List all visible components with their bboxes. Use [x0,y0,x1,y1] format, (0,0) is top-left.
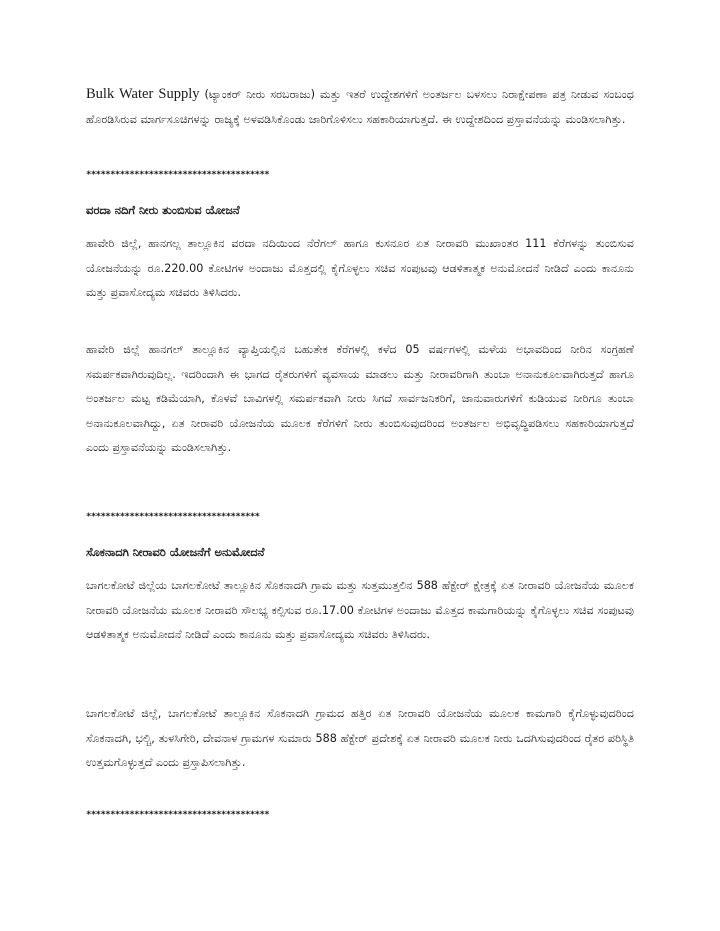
section2-heading: ಸೊಕನಾದಗಿ ನೀರಾವರಿ ಯೋಜನೆಗೆ ಅನುಮೋದನೆ [86,545,265,559]
intro-paragraph [86,82,634,132]
section2-paragraph-1: ಬಾಗಲಕೋಟೆ ಜಿಲ್ಲೆಯ ಬಾಗಲಕೋಟೆ ತಾಲ್ಲೂಕಿನ ಸೊಕನಾದಗಿ ಗ್ರಾಮ ಮತ್ತು ಸುತ್ತಮುತ್ತಲಿನ 588 ಹೆಕ್ಟೇರ್ ಕ್ಷೇತ್ರಕ್ಕೆ ಏತ ನೀರಾವರಿ ಯೋಜನೆಯ ಮೂಲಕ ನೀರಾವರಿ ಯೋಜನೆಯ ಮೂಲಕ ನೀರಾವರಿ ಸೌಲಭ್ಯ ಕಲ್ಪಿಸುವ ರೂ.17.00 ಕೋಟಿಗಳ ಅಂದಾಜು ಮೊತ್ತದ ಕಾಮಗಾರಿಯನ್ನು ಕೈಗೊಳ್ಳಲು ಸಚಿವ ಸಂಪುಟವು ಆಡಳಿತಾತ್ಮಕ ಅನುಮೋದನೆ ನೀಡಿದೆ ಎಂದು ಕಾನೂನು ಮತ್ತು ಪ್ರವಾಸೋದ್ಯಮ ಸಚಿವರು ತಿಳಿಸಿದರು. [86,579,634,641]
section1-heading: ವರದಾ ನದಿಗೆ ನೀರು ತುಂಬಿಸುವ ಯೋಜನೆ [86,203,240,217]
separator-2: ************************************ [86,512,260,522]
section1-paragraph-1: ಹಾವೇರಿ ಜಿಲ್ಲೆ, ಹಾನಗಲ್ಲ ತಾಲ್ಲೂಕಿನ ವರದಾ ನದಿಯಿಂದ ನೆರೆಗಲ್ ಹಾಗೂ ಕುಸನೂರ ಏತ ನೀರಾವರಿ ಮುಖಾಂತರ 111 ಕೆರೆಗಳನ್ನು ತುಂಬಿಸುವ ಯೋಜನೆಯನ್ನು ರೂ.220.00 ಕೋಟಿಗಳ ಅಂದಾಜು ಮೊತ್ತದಲ್ಲಿ ಕೈಗೊಳ್ಳಲು ಸಚಿವ ಸಂಪುಟವು ಆಡಳಿತಾತ್ಮಕ ಅನುಮೋದನೆ ನೀಡಿದೆ ಎಂದು ಕಾನೂನು ಮತ್ತು ಪ್ರವಾಸೋದ್ಯಮ ಸಚಿವರು ತಿಳಿಸಿದರು. [86,237,634,299]
separator-3: ************************************** [86,810,270,820]
section1-paragraph-2: ಹಾವೇರಿ ಜಿಲ್ಲೆ ಹಾನಗಲ್ ತಾಲ್ಲೂಕಿನ ವ್ಯಾಪ್ತಿಯಲ್ಲಿನ ಬಹುತೇಕ ಕೆರೆಗಳಲ್ಲಿ ಕಳೆದ 05 ವರ್ಷಗಳಲ್ಲಿ ಮಳೆಯ ಅಭಾವದಿಂದ ನೀರಿನ ಸಂಗ್ರಹಣೆ ಸಮರ್ಪಕವಾಗಿರುವುದಿಲ್ಲ. ಇದರಿಂದಾಗಿ ಈ ಭಾಗದ ರೈತರುಗಳಿಗೆ ವ್ಯವಸಾಯ ಮಾಡಲು ಮತ್ತು ನೀರಾವರಿಗಾಗಿ ತುಂಬಾ ಅನಾನುಕೂಲವಾಗಿರುತ್ತದೆ ಹಾಗೂ ಅಂತರ್ಜಲ ಮಟ್ಟ ಕಡಿಮೆಯಾಗಿ, ಕೊಳವೆ ಬಾವಿಗಳಲ್ಲಿ ಸಮರ್ಪಕವಾಗಿ ನೀರು ಸಿಗದೆ ಸಾರ್ವಜನಿಕರಿಗೆ, ಜಾನುವಾರುಗಳಿಗೆ ಕುಡಿಯುವ ನೀರಿಗೂ ತುಂಬಾ ಅನಾನುಕೂಲವಾಗಿದ್ದು, ಏತ ನೀರಾವರಿ ಯೋಜನೆಯ ಮೂಲಕ ಕೆರೆಗಳಿಗೆ ನೀರು ತುಂಬಿಸುವುದರಿಂದ ಅಂತರ್ಜಲ ಅಭಿವೃದ್ಧಿಪಡಿಸಲು ಸಹಕಾರಿಯಾಗುತ್ತದೆ ಎಂದು ಪ್ರಸ್ತಾವನೆಯನ್ನು ಮಂಡಿಸಲಾಗಿತ್ತು. [86,343,634,454]
intro-lead-text: Bulk Water Supply [86,86,200,102]
intro-rest-text: (ಟ್ಯಾಂಕರ್ ನೀರು ಸರಬರಾಜು) ಮತ್ತು ಇತರೆ ಉದ್ದೇಶಗಳಿಗೆ ಅಂತರ್ಜಲ ಬಳಸಲು ನಿರಾಕ್ಷೇಪಣಾ ಪತ್ರ ನೀಡುವ ಸಂಬಂಧ ಹೊರಡಿಸಿರುವ ಮಾರ್ಗಸೂಚಿಗಳನ್ನು ರಾಜ್ಯಕ್ಕೆ ಅಳವಡಿಸಿಕೊಂಡು ಜಾರಿಗೊಳಿಸಲು ಸಹಕಾರಿಯಾಗುತ್ತದೆ. ಈ ಉದ್ದೇಶದಿಂದ ಪ್ರಸ್ತಾವನೆಯನ್ನು ಮಂಡಿಸಲಾಗಿತ್ತು. [86,88,634,126]
separator-1: ************************************** [86,170,270,180]
section2-paragraph-2: ಬಾಗಲಕೋಟೆ ಜಿಲ್ಲೆ, ಬಾಗಲಕೋಟೆ ತಾಲ್ಲೂಕಿನ ಸೊಕನಾದಗಿ ಗ್ರಾಮದ ಹತ್ತಿರ ಏತ ನೀರಾವರಿ ಯೋಜನೆಯ ಮೂಲಕ ಕಾಮಗಾರಿ ಕೈಗೊಳ್ಳುವುದರಿಂದ ಸೊಕನಾದಗಿ, ಭಲ್ಚಿ, ತುಳಸಿಗೇರಿ, ದೇವನಾಳ ಗ್ರಾಮಗಳ ಸುಮಾರು 588 ಹೆಕ್ಟೇರ್ ಪ್ರದೇಶಕ್ಕೆ ಏತ ನೀರಾವರಿ ಮೂಲಕ ನೀರು ಒದಗಿಸುವುದರಿಂದ ರೈತರ ಪರಿಸ್ಥಿತಿ ಉತ್ತಮಗೊಳ್ಳುತ್ತದೆ ಎಂದು ಪ್ರಸ್ತಾಪಿಸಲಾಗಿತ್ತು. [86,707,634,769]
